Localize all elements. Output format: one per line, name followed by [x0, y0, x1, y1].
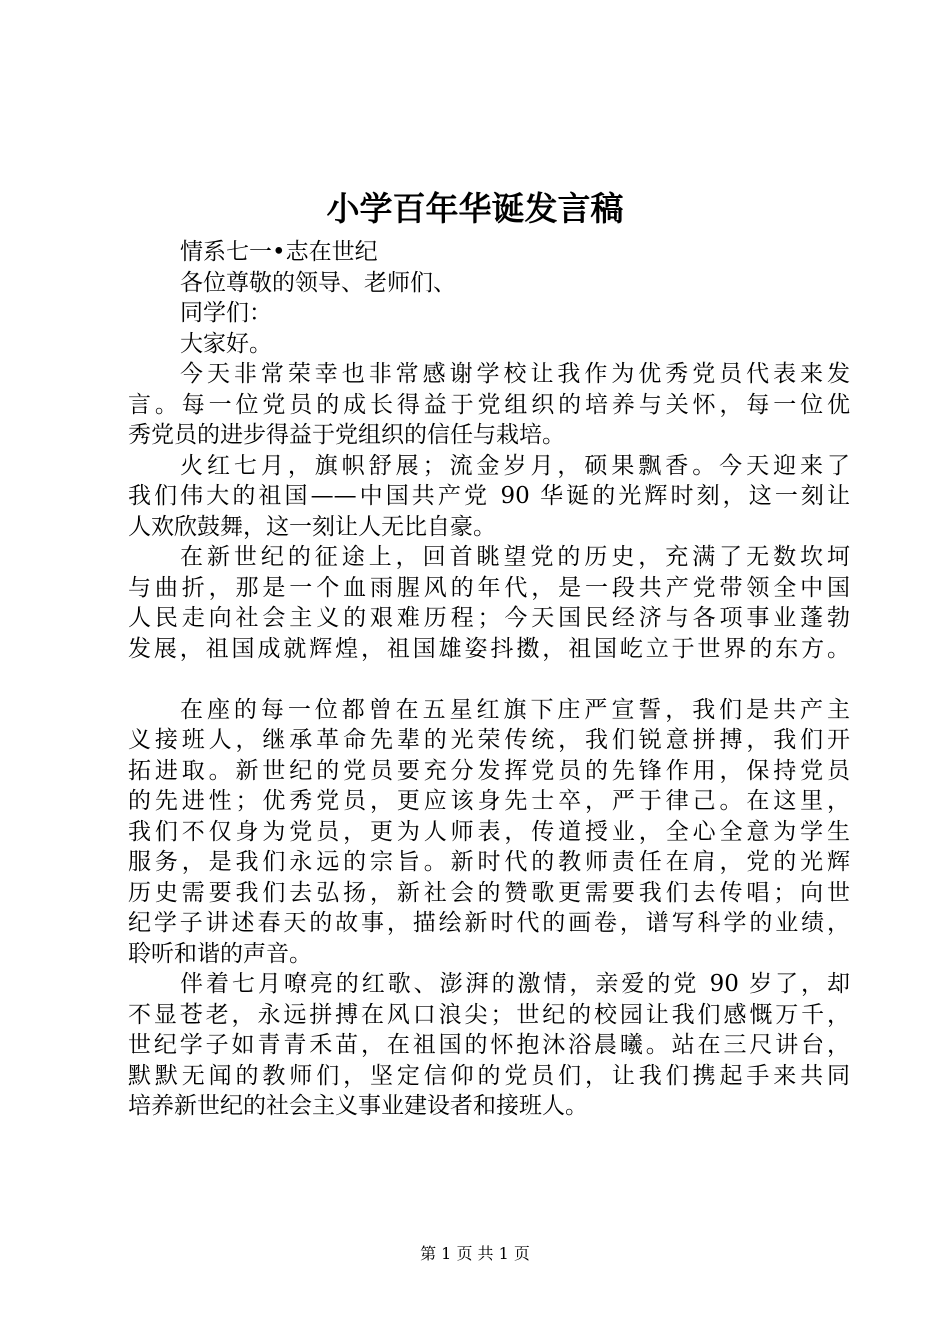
- text-line: 秀党员的进步得益于党组织的信任与栽培。: [128, 422, 565, 448]
- document-body: [128, 237, 850, 1122]
- text-line: 同学们：: [180, 300, 272, 326]
- text-line: 言。每一位党员的成长得益于党组织的培养与关怀，每一位优: [128, 391, 850, 418]
- text-line: 人欢欣鼓舞，这一刻让人无比自豪。: [128, 513, 496, 540]
- text-line: 服务，是我们永远的宗旨。新时代的教师责任在肩，党的光辉: [128, 849, 850, 875]
- text-line: 人民走向社会主义的艰难历程；今天国民经济与各项事业蓬勃: [128, 605, 850, 631]
- text-line: 我们伟大的祖国——中国共产党 90 华诞的光辉时刻，这一刻让: [128, 483, 850, 509]
- text-line: 发展，祖国成就辉煌，祖国雄姿抖擞，祖国屹立于世界的东方。: [128, 635, 850, 662]
- text-line: 伴着七月嘹亮的红歌、澎湃的激情，亲爱的党 90 岁了，却: [180, 971, 850, 997]
- text-line: 我们不仅身为党员，更为人师表，传道授业，全心全意为学生: [128, 818, 850, 845]
- text-line: 聆听和谐的声音。: [128, 940, 312, 967]
- text-line: 义接班人，继承革命先辈的光荣传统，我们锐意拼搏，我们开: [128, 727, 850, 753]
- text-line: 各位尊敬的领导、老师们、: [180, 269, 456, 296]
- text-line: 今天非常荣幸也非常感谢学校让我作为优秀党员代表来发: [180, 361, 850, 387]
- text-line: 世纪学子如青青禾苗，在祖国的怀抱沐浴晨曦。站在三尺讲台，: [128, 1032, 850, 1058]
- text-line: 在新世纪的征途上，回首眺望党的历史，充满了无数坎坷: [180, 544, 850, 570]
- text-line: 拓进取。新世纪的党员要充分发挥党员的先锋作用，保持党员: [128, 757, 850, 784]
- text-line: 在座的每一位都曾在五星红旗下庄严宣誓，我们是共产主: [180, 696, 850, 723]
- text-line: 与曲折，那是一个血雨腥风的年代，是一段共产党带领全中国: [128, 574, 850, 601]
- text-line: 火红七月，旗帜舒展；流金岁月，硕果飘香。今天迎来了: [180, 452, 850, 479]
- text-line: 大家好。: [180, 330, 272, 357]
- document-title: 小学百年华诞发言稿: [326, 189, 624, 228]
- text-line: 不显苍老，永远拼搏在风口浪尖；世纪的校园让我们感慨万千，: [128, 1001, 850, 1028]
- text-line: 默默无闻的教师们，坚定信仰的党员们，让我们携起手来共同: [128, 1062, 850, 1089]
- page-footer: 第 1 页 共 1 页: [420, 1244, 530, 1263]
- text-line: 的先进性；优秀党员，更应该身先士卒，严于律己。在这里，: [128, 788, 850, 814]
- blank-line: [128, 664, 850, 695]
- text-line: 纪学子讲述春天的故事，描绘新时代的画卷，谱写科学的业绩，: [128, 910, 850, 936]
- text-line: 历史需要我们去弘扬，新社会的赞歌更需要我们去传唱；向世: [128, 879, 850, 906]
- text-line: 情系七一•志在世纪: [180, 239, 378, 265]
- text-line: 培养新世纪的社会主义事业建设者和接班人。: [128, 1093, 588, 1119]
